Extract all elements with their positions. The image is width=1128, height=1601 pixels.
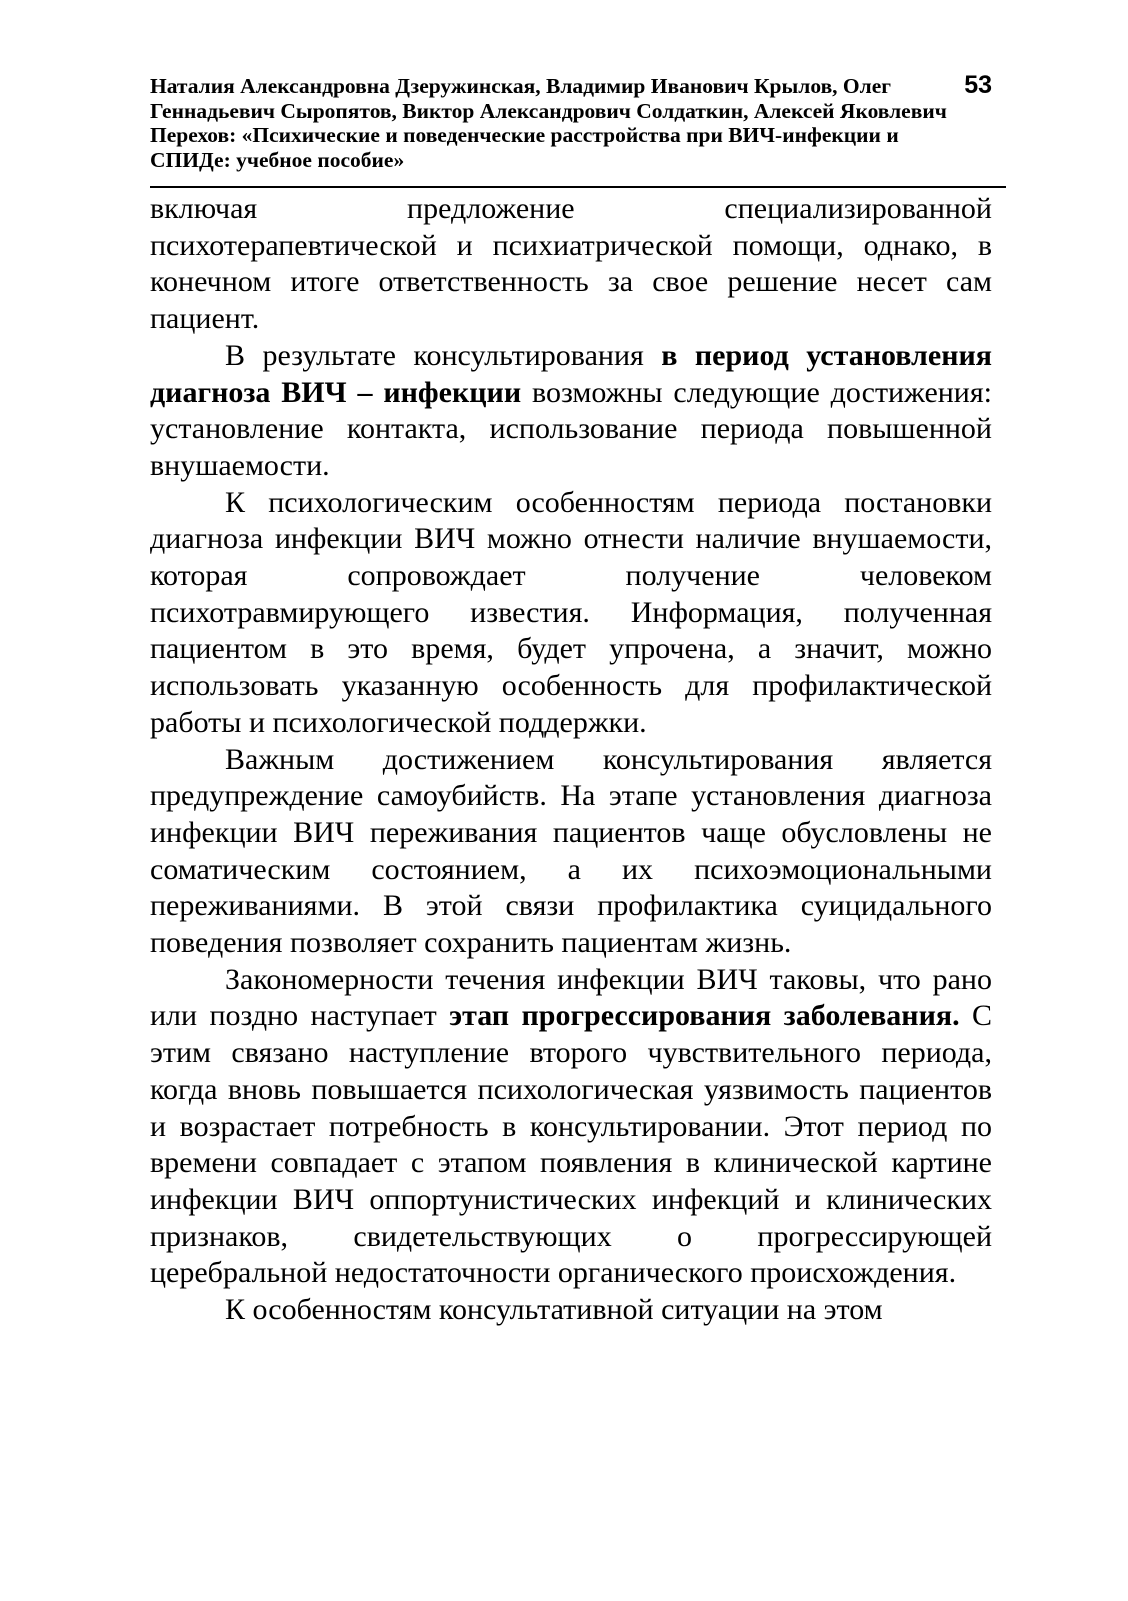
paragraph: [150, 338, 992, 485]
paragraph-text: Закономерности течения инфекции ВИЧ таковы, что рано или поздно наступает: [150, 962, 992, 1033]
paragraph-text: возможны следующие достижения: установление контакта, использование периода повышенной внушаемости.: [150, 375, 992, 482]
main-text: [150, 191, 992, 1329]
paragraph-text: С этим связано наступление второго чувствительного периода, когда вновь повышается психологическая уязвимость пациентов и возрастает потребность в консультировании. Этот период по времени совпадает с этапом появления в клинической картине инфекции ВИЧ оппортунистических инфекций и клинических признаков, свидетельствующих о прогрессирующей церебральной недостаточности органического происхождения.: [150, 999, 992, 1290]
paragraph-text: В результате консультирования: [225, 338, 662, 372]
paragraph-partial: К особенностям консультативной ситуации на этом: [225, 1293, 883, 1327]
paragraph: Важным достижением консультирования является предупреждение самоубийств. На этапе установления диагноза инфекции ВИЧ переживания пациентов чаще обусловлены не соматическим состоянием, а их психоэмоциональными переживаниями. В этой связи профилактика суицидального поведения позволяет сохранить пациентам жизнь.: [150, 742, 992, 960]
paragraph: К психологическим особенностям периода постановки диагноза инфекции ВИЧ можно отнести наличие внушаемости, которая сопровождает получение человеком психотравмирующего известия. Информация, полученная пациентом в это время, будет упрочена, а значит, можно использовать указанную особенность для профилактической работы и психологической поддержки.: [150, 485, 992, 739]
page-header: [150, 71, 1006, 188]
bold-term: этап прогрессирования заболевания.: [449, 999, 960, 1033]
paragraph: [150, 962, 992, 1292]
paragraph-continued: включая предложение специализированной психотерапевтической и психиатрической помощи, однако, в конечном итоге ответственность за свое решение несет сам пациент.: [150, 192, 992, 336]
running-title: Наталия Александровна Дзеружинская, Владимир Иванович Крылов, Олег Геннадьевич Сыропятов, Виктор Александрович Солдаткин, Алексей Яковлевич Перехов: «Психические и поведенческие расстройства при ВИЧ-инфекции и СПИДе: учебное пособие»: [150, 74, 947, 172]
page-number: 53: [964, 71, 992, 99]
bold-term: в период установления диагноза ВИЧ – инфекции: [150, 338, 993, 409]
